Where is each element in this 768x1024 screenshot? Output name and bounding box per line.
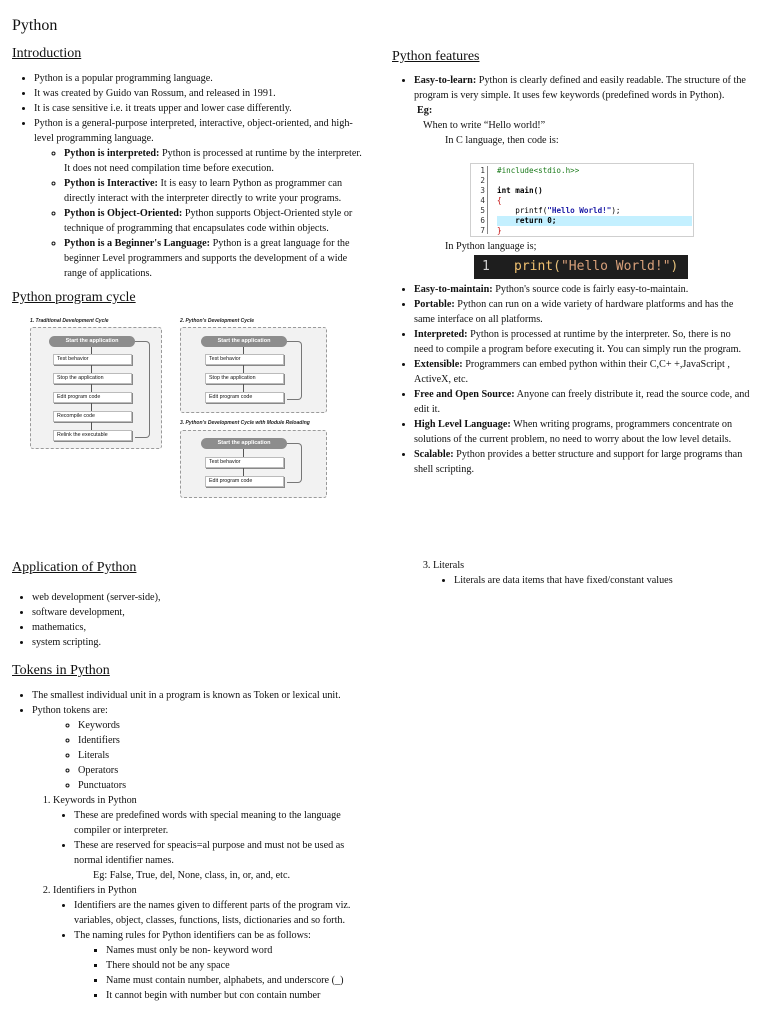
feature-item: • Easy-to-learn: Python is clearly defined and easily readable. The structure of the program is very simple. It uses few keywords (predefined words in Python). [414, 73, 750, 103]
fold-marker [487, 166, 496, 234]
feature-item: • Interpreted: Python is processed at runtime by the interpreter. So, there is no need to compile a program before executing it. You can simply run the program. [414, 327, 750, 357]
keywords-item: • These are predefined words with special meaning to the language compiler or interpreter. [74, 808, 368, 838]
line-number: 6 [480, 216, 485, 225]
diagram-2-box [180, 327, 327, 413]
tokens-heading: Tokens in Python [12, 663, 110, 678]
feature-item: • Easy-to-maintain: Python's source code is fairly easy-to-maintain. [414, 282, 750, 297]
feature-item: • Extensible: Programmers can embed python within their C,C+ +,JavaScript , ActiveX, etc. [414, 357, 750, 387]
diagram-step: Edit program code [205, 476, 284, 487]
features-more [392, 282, 750, 477]
intro-section [12, 71, 364, 281]
python-language-line: In Python language is; [445, 241, 537, 252]
identifiers-section: 2. Identifiers in Python • Identifiers are the names given to different parts of the program viz. variables, object, classes, functions, lists, dictionaries and so forth. • The naming rules for Python identifiers can be as follows: ▪ Names must only be non- keyword word ▪ There should not be any space ▪ Name must contain number, alphabets, and underscore (_) ▪ It cannot begin with number but con contain number [53, 883, 368, 1003]
diagram-step: Stop the application [205, 373, 284, 384]
literals-section [392, 558, 748, 588]
naming-rule: ▪ It cannot begin with number but con contain number [106, 988, 368, 1003]
feature-item: • Portable: Python can run on a wide variety of hardware platforms and has the same interface on all platforms. [414, 297, 750, 327]
diagram-step: Test behavior [53, 354, 132, 365]
diagram-3-box [180, 430, 327, 498]
intro-item: • It was created by Guido van Rossum, and released in 1991. [34, 86, 364, 101]
python-code-block [474, 255, 688, 279]
token-kind: ◦ Punctuators [78, 778, 368, 793]
line-number: 4 [480, 196, 485, 205]
naming-rule: ▪ There should not be any space [106, 958, 368, 973]
tokens-section [12, 688, 368, 1003]
diagram-step: Test behavior [205, 457, 284, 468]
features-heading: Python features [392, 49, 480, 64]
diagram-step: Relink the executable [53, 430, 132, 441]
line-number: 5 [480, 206, 485, 215]
cycle-heading: Python program cycle [12, 290, 136, 305]
loop-arrow [135, 341, 150, 438]
loop-arrow [287, 443, 302, 483]
diagram-1-box [30, 327, 162, 449]
application-item: • system scripting. [32, 635, 364, 650]
intro-subitem: ◦ Python is Object-Oriented: Python supports Object-Oriented style or technique of programming that encapsulates code within objects. [64, 206, 364, 236]
intro-subitem: ◦ Python is Interactive: It is easy to learn Python as programmer can directly interact with the interpreter directly to write your programs. [64, 176, 364, 206]
keywords-example: Eg: False, True, del, None, class, in, or, and, etc. [93, 870, 291, 881]
diagram-step: Start the application [49, 336, 135, 347]
line-number: 1 [480, 166, 485, 175]
eg-line: When to write “Hello world!” [423, 120, 546, 131]
tokens-item: • The smallest individual unit in a program is known as Token or lexical unit. [32, 688, 368, 703]
application-item: • software development, [32, 605, 364, 620]
intro-item: • Python is a popular programming language. [34, 71, 364, 86]
development-cycle-diagram [30, 316, 330, 498]
line-number: 1 [482, 259, 490, 274]
diagram-3-title: 3. Python's Development Cycle with Module Reloading [180, 420, 310, 426]
intro-subitem: ◦ Python is interpreted: Python is processed at runtime by the interpreter. It does not need compilation time before execution. [64, 146, 364, 176]
c-code-line: int main() [497, 186, 543, 195]
application-heading: Application of Python [12, 560, 137, 575]
c-code-line: { [497, 196, 502, 205]
c-code-line: printf("Hello World!"); [497, 206, 621, 215]
intro-heading: Introduction [12, 46, 82, 61]
keywords-item: • These are reserved for speacis=al purpose and must not be used as normal identifier names. [74, 838, 368, 868]
application-section [12, 590, 364, 650]
tokens-item: • Python tokens are: ◦ Keywords ◦ Identifiers ◦ Literals ◦ Operators ◦ Punctuators [32, 703, 368, 793]
c-code-line: } [497, 226, 502, 235]
diagram-1-title: 1. Traditional Development Cycle [30, 318, 109, 324]
line-number: 3 [480, 186, 485, 195]
naming-rule: ▪ Name must contain number, alphabets, and underscore (_) [106, 973, 368, 988]
diagram-step: Stop the application [53, 373, 132, 384]
diagram-step: Recompile code [53, 411, 132, 422]
line-number: 7 [480, 226, 485, 235]
c-code-line: #include<stdio.h>> [497, 166, 580, 175]
diagram-step: Edit program code [205, 392, 284, 403]
c-code-block [470, 163, 694, 237]
diagram-step: Edit program code [53, 392, 132, 403]
diagram-step: Start the application [201, 336, 287, 347]
c-code-line: return 0; [497, 216, 557, 225]
token-kind: ◦ Literals [78, 748, 368, 763]
diagram-step: Start the application [201, 438, 287, 449]
feature-item: • Scalable: Python provides a better structure and support for large programs than shell scripting. [414, 447, 750, 477]
token-kind: ◦ Identifiers [78, 733, 368, 748]
feature-item: • High Level Language: When writing programs, programmers concentrate on solutions of the current problem, no need to worry about the low level details. [414, 417, 750, 447]
loop-arrow [287, 341, 302, 400]
c-language-line: In C language, then code is: [445, 135, 559, 146]
page-title: Python [12, 17, 58, 34]
diagram-step: Test behavior [205, 354, 284, 365]
identifiers-item: • The naming rules for Python identifiers can be as follows: ▪ Names must only be non- keyword word ▪ There should not be any space ▪ Name must contain number, alphabets, and underscore (_) ▪ It cannot begin with number but con contain number [74, 928, 368, 1003]
feature-item: • Free and Open Source: Anyone can freely distribute it, read the source code, and edit it. [414, 387, 750, 417]
application-item: • mathematics, [32, 620, 364, 635]
intro-item: • Python is a general-purpose interpreted, interactive, object-oriented, and high-level programming language. ◦ Python is interpreted: Python is processed at runtime by the interpreter. It does not need compilation time before execution. ◦ Python is Interactive: It is easy to learn Python as programmer can directly interact with the interpreter directly to write your programs. ◦ Python is Object-Oriented: Python supports Object-Oriented style or technique of programming that encapsulates code within objects. ◦ Python is a Beginner's Language: Python is a great language for the beginner Level programmers and supports the development of a wide range of applications. [34, 116, 364, 281]
intro-subitem: ◦ Python is a Beginner's Language: Python is a great language for the beginner Level programmers and supports the development of a wide range of applications. [64, 236, 364, 281]
naming-rule: ▪ Names must only be non- keyword word [106, 943, 368, 958]
diagram-2-title: 2. Python's Development Cycle [180, 318, 254, 324]
token-kind: ◦ Keywords [78, 718, 368, 733]
literals-item: • Literals are data items that have fixed/constant values [454, 573, 748, 588]
intro-item: • It is case sensitive i.e. it treats upper and lower case differently. [34, 101, 364, 116]
python-code-line: print("Hello World!") [514, 259, 679, 274]
keywords-section: 1. Keywords in Python • These are predefined words with special meaning to the language compiler or interpreter. • These are reserved for speacis=al purpose and must not be used as normal identifier names. Eg: False, True, del, None, class, in, or, and, etc. [53, 793, 368, 883]
literals-title: 3. Literals • Literals are data items that have fixed/constant values [433, 558, 748, 588]
application-item: • web development (server-side), [32, 590, 364, 605]
features-section [392, 73, 750, 148]
token-kind: ◦ Operators [78, 763, 368, 778]
line-number: 2 [480, 176, 485, 185]
eg-label: Eg: [417, 105, 433, 116]
identifiers-item: • Identifiers are the names given to different parts of the program viz. variables, object, classes, functions, lists, dictionaries and so forth. [74, 898, 368, 928]
